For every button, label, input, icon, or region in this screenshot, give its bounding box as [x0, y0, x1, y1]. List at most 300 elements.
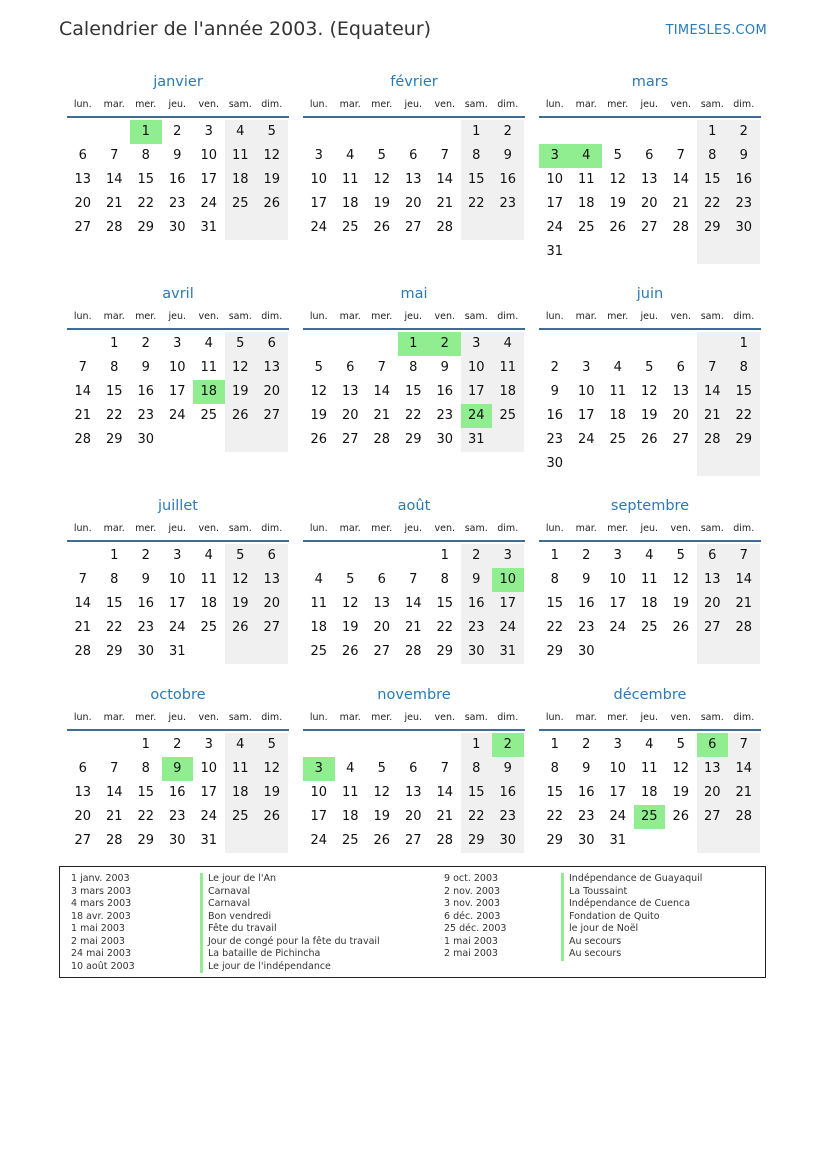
empty-cell: [665, 829, 697, 853]
day-cell: 6: [346, 360, 355, 375]
empty-cell: [571, 452, 603, 476]
weekday-label: dim.: [733, 311, 755, 322]
month-name: avril: [162, 286, 194, 302]
empty-cell: [697, 640, 729, 664]
day-cell: 2: [173, 124, 182, 139]
day-cell: 4: [204, 336, 213, 351]
day-cell: 14: [436, 172, 454, 187]
day-grid: [67, 544, 289, 664]
day-cell: 18: [341, 809, 359, 824]
weekday-label: ven.: [434, 712, 455, 723]
day-cell: 8: [110, 572, 119, 587]
day-cell: 6: [256, 544, 288, 568]
day-cell: 28: [436, 220, 454, 235]
empty-cell: [67, 332, 99, 356]
empty-cell: [665, 452, 697, 476]
day-cell: 21: [436, 809, 454, 824]
day-cell: 1: [461, 120, 493, 144]
day-cell: 12: [256, 144, 288, 168]
empty-cell: [665, 332, 697, 356]
day-grid: [539, 733, 761, 853]
day-cell: 20: [404, 809, 422, 824]
weekday-label: dim.: [497, 712, 519, 723]
day-cell: 3: [314, 148, 323, 163]
weekday-label: mar.: [339, 712, 361, 723]
weekday-label: mer.: [135, 523, 157, 534]
day-cell: 15: [461, 168, 493, 192]
day-cell: 24: [609, 620, 627, 635]
day-cell: 4: [204, 548, 213, 563]
legend-entry: Bon vendredi: [208, 910, 272, 922]
day-cell: 23: [168, 809, 186, 824]
day-cell: 2: [429, 332, 461, 356]
day-cell: 29: [137, 220, 155, 235]
empty-cell: [225, 216, 257, 240]
weekday-label: mar.: [103, 712, 125, 723]
weekday-header: [539, 522, 761, 542]
day-cell: 7: [676, 148, 685, 163]
day-cell: 24: [168, 620, 186, 635]
empty-cell: [634, 829, 666, 853]
day-cell: 17: [168, 596, 186, 611]
weekday-label: jeu.: [404, 712, 423, 723]
weekday-label: jeu.: [640, 311, 659, 322]
day-grid: [67, 120, 289, 240]
day-cell: 31: [492, 640, 524, 664]
weekday-label: dim.: [733, 712, 755, 723]
day-cell: 23: [728, 192, 760, 216]
weekday-label: ven.: [670, 311, 691, 322]
day-cell: 21: [436, 196, 454, 211]
weekday-label: dim.: [497, 523, 519, 534]
day-cell: 25: [640, 620, 658, 635]
day-cell: 7: [110, 761, 119, 776]
empty-cell: [461, 216, 493, 240]
day-cell: 20: [697, 592, 729, 616]
day-cell: 14: [373, 384, 391, 399]
day-cell: 15: [137, 785, 155, 800]
weekday-label: mer.: [371, 99, 393, 110]
empty-cell: [429, 733, 461, 757]
day-cell: 3: [539, 144, 571, 168]
legend-entry: Au secours: [569, 948, 622, 959]
day-cell: 12: [640, 384, 658, 399]
day-cell: 17: [200, 785, 218, 800]
day-cell: 28: [74, 432, 92, 447]
weekday-label: mer.: [371, 712, 393, 723]
empty-cell: [634, 240, 666, 264]
day-cell: 21: [74, 408, 92, 423]
day-cell: 15: [546, 785, 564, 800]
day-cell: 17: [492, 592, 524, 616]
weekday-label: dim.: [497, 311, 519, 322]
day-cell: 14: [697, 380, 729, 404]
legend-entry: 10 août 2003: [71, 960, 135, 972]
day-cell: 6: [645, 148, 654, 163]
weekday-label: lun.: [309, 523, 328, 534]
day-cell: 19: [672, 785, 690, 800]
day-cell: 23: [137, 620, 155, 635]
day-cell: 21: [105, 809, 123, 824]
day-cell: 11: [609, 384, 627, 399]
day-cell: 12: [225, 356, 257, 380]
day-cell: 1: [141, 737, 150, 752]
day-grid: [539, 544, 761, 664]
day-cell: 27: [697, 805, 729, 829]
day-cell: 13: [672, 384, 690, 399]
day-cell: 24: [609, 809, 627, 824]
day-cell: 8: [550, 761, 559, 776]
day-cell: 30: [461, 640, 493, 664]
empty-cell: [225, 640, 257, 664]
day-cell: 10: [492, 568, 524, 592]
weekday-label: jeu.: [168, 311, 187, 322]
legend-entry: 6 déc. 2003: [444, 910, 501, 922]
day-cell: 4: [645, 737, 654, 752]
day-cell: 4: [645, 548, 654, 563]
day-cell: 23: [546, 432, 564, 447]
day-cell: 29: [461, 829, 493, 853]
day-cell: 17: [577, 408, 595, 423]
day-cell: 22: [697, 192, 729, 216]
day-cell: 28: [672, 220, 690, 235]
day-cell: 24: [200, 809, 218, 824]
day-cell: 13: [697, 757, 729, 781]
day-cell: 6: [78, 761, 87, 776]
day-cell: 24: [461, 404, 493, 428]
day-cell: 14: [672, 172, 690, 187]
weekday-header: [539, 98, 761, 118]
month-name: décembre: [613, 687, 687, 703]
day-cell: 12: [373, 172, 391, 187]
day-cell: 26: [672, 809, 690, 824]
empty-cell: [697, 452, 729, 476]
day-cell: 8: [550, 572, 559, 587]
empty-cell: [99, 120, 131, 144]
weekday-label: mer.: [135, 99, 157, 110]
empty-cell: [225, 829, 257, 853]
empty-cell: [335, 332, 367, 356]
page-title: Calendrier de l'année 2003. (Equateur): [59, 18, 432, 40]
empty-cell: [571, 332, 603, 356]
legend-entry: 4 mars 2003: [71, 898, 132, 909]
empty-cell: [366, 332, 398, 356]
empty-cell: [728, 640, 760, 664]
weekday-label: lun.: [545, 523, 564, 534]
empty-cell: [366, 733, 398, 757]
empty-cell: [634, 452, 666, 476]
day-cell: 22: [105, 620, 123, 635]
empty-cell: [634, 332, 666, 356]
weekday-label: mer.: [607, 311, 629, 322]
day-cell: 9: [492, 757, 524, 781]
day-cell: 6: [377, 572, 386, 587]
empty-cell: [225, 428, 257, 452]
legend-entry: 18 avr. 2003: [71, 910, 131, 922]
legend-entry: Carnaval: [208, 885, 251, 897]
weekday-label: jeu.: [640, 712, 659, 723]
weekday-label: sam.: [228, 712, 252, 723]
empty-cell: [634, 640, 666, 664]
day-cell: 18: [193, 380, 225, 404]
empty-cell: [492, 216, 524, 240]
empty-cell: [728, 829, 760, 853]
day-cell: 19: [256, 781, 288, 805]
day-grid: [539, 332, 761, 476]
day-cell: 22: [728, 404, 760, 428]
empty-cell: [728, 240, 760, 264]
day-cell: 28: [697, 428, 729, 452]
day-cell: 27: [404, 220, 422, 235]
day-cell: 24: [546, 220, 564, 235]
day-cell: 22: [137, 196, 155, 211]
day-cell: 22: [461, 192, 493, 216]
day-cell: 19: [373, 196, 391, 211]
day-cell: 12: [310, 384, 328, 399]
day-cell: 9: [582, 572, 591, 587]
day-cell: 29: [137, 833, 155, 848]
day-cell: 27: [640, 220, 658, 235]
day-cell: 27: [373, 644, 391, 659]
empty-cell: [665, 240, 697, 264]
day-cell: 10: [310, 785, 328, 800]
weekday-label: jeu.: [640, 523, 659, 534]
day-cell: 23: [492, 192, 524, 216]
month-5: [303, 284, 525, 452]
weekday-label: mar.: [575, 712, 597, 723]
day-cell: 20: [640, 196, 658, 211]
day-cell: 5: [256, 120, 288, 144]
day-cell: 9: [492, 144, 524, 168]
empty-cell: [665, 640, 697, 664]
weekday-header: [67, 310, 289, 330]
weekday-label: dim.: [261, 99, 283, 110]
day-cell: 15: [404, 384, 422, 399]
day-cell: 6: [256, 332, 288, 356]
day-cell: 25: [200, 620, 218, 635]
weekday-label: mer.: [607, 99, 629, 110]
day-cell: 2: [461, 544, 493, 568]
day-cell: 23: [461, 616, 493, 640]
weekday-label: dim.: [261, 523, 283, 534]
day-cell: 4: [225, 733, 257, 757]
day-cell: 21: [672, 196, 690, 211]
legend-entry: Le jour de l'indépendance: [208, 960, 331, 972]
weekday-header: [67, 522, 289, 542]
day-cell: 16: [492, 168, 524, 192]
day-grid: [539, 120, 761, 264]
day-cell: 3: [173, 548, 182, 563]
day-cell: 10: [168, 360, 186, 375]
day-cell: 9: [162, 757, 194, 781]
day-cell: 11: [640, 572, 658, 587]
day-cell: 2: [582, 737, 591, 752]
month-name: novembre: [377, 687, 451, 703]
weekday-label: ven.: [434, 523, 455, 534]
legend-entry: Au secours: [569, 935, 622, 947]
day-cell: 4: [613, 360, 622, 375]
month-name: juin: [636, 286, 664, 302]
day-cell: 12: [341, 596, 359, 611]
legend-entry: 25 déc. 2003: [444, 923, 507, 934]
day-cell: 26: [256, 192, 288, 216]
day-cell: 2: [492, 120, 524, 144]
legend-entry: 2 mai 2003: [71, 935, 125, 947]
legend-entry: La bataille de Pichincha: [208, 948, 321, 959]
weekday-label: jeu.: [168, 523, 187, 534]
day-cell: 11: [640, 761, 658, 776]
weekday-label: dim.: [733, 523, 755, 534]
day-cell: 31: [609, 833, 627, 848]
day-cell: 5: [676, 548, 685, 563]
day-cell: 18: [341, 196, 359, 211]
weekday-header: [303, 522, 525, 542]
day-cell: 10: [310, 172, 328, 187]
weekday-header: [67, 98, 289, 118]
site-logo-text[interactable]: TIMESLES.COM: [665, 23, 767, 38]
empty-cell: [728, 452, 760, 476]
day-cell: 22: [137, 809, 155, 824]
empty-cell: [697, 332, 729, 356]
day-cell: 21: [728, 592, 760, 616]
day-cell: 2: [492, 733, 524, 757]
day-cell: 26: [341, 644, 359, 659]
weekday-label: mer.: [135, 712, 157, 723]
weekday-label: mer.: [607, 712, 629, 723]
weekday-label: sam.: [228, 311, 252, 322]
day-cell: 7: [78, 572, 87, 587]
day-cell: 20: [74, 809, 92, 824]
weekday-label: mar.: [339, 523, 361, 534]
day-cell: 25: [225, 192, 257, 216]
day-cell: 19: [341, 620, 359, 635]
weekday-label: sam.: [464, 99, 488, 110]
month-name: février: [390, 74, 438, 90]
day-cell: 19: [310, 408, 328, 423]
day-cell: 5: [314, 360, 323, 375]
day-cell: 4: [346, 761, 355, 776]
day-cell: 20: [373, 620, 391, 635]
day-cell: 19: [672, 596, 690, 611]
day-cell: 27: [672, 432, 690, 447]
day-cell: 26: [225, 616, 257, 640]
day-cell: 14: [404, 596, 422, 611]
day-cell: 31: [461, 428, 493, 452]
day-cell: 21: [728, 781, 760, 805]
empty-cell: [571, 120, 603, 144]
day-cell: 1: [550, 548, 559, 563]
day-cell: 31: [200, 833, 218, 848]
month-name: janvier: [153, 74, 203, 90]
day-cell: 16: [137, 596, 155, 611]
day-cell: 7: [697, 356, 729, 380]
day-cell: 16: [577, 785, 595, 800]
weekday-label: lun.: [73, 99, 92, 110]
day-cell: 13: [256, 568, 288, 592]
day-cell: 5: [225, 544, 257, 568]
day-grid: [67, 332, 289, 452]
day-cell: 13: [373, 596, 391, 611]
day-cell: 11: [341, 785, 359, 800]
month-10: [67, 685, 289, 853]
weekday-label: lun.: [545, 311, 564, 322]
weekday-label: ven.: [670, 523, 691, 534]
day-cell: 22: [546, 809, 564, 824]
legend-entry: 3 nov. 2003: [444, 898, 500, 909]
weekday-label: ven.: [670, 712, 691, 723]
day-cell: 9: [728, 144, 760, 168]
month-11: [303, 685, 525, 853]
day-cell: 30: [546, 456, 564, 471]
empty-cell: [162, 428, 194, 452]
day-cell: 28: [436, 833, 454, 848]
day-cell: 15: [728, 380, 760, 404]
month-name: mai: [400, 286, 428, 302]
day-cell: 29: [697, 216, 729, 240]
day-cell: 9: [461, 568, 493, 592]
month-name: mars: [631, 74, 669, 90]
legend-entry: 1 mai 2003: [444, 935, 498, 947]
weekday-label: sam.: [228, 523, 252, 534]
day-cell: 17: [461, 380, 493, 404]
weekday-label: mar.: [339, 311, 361, 322]
day-cell: 3: [582, 360, 591, 375]
day-cell: 9: [550, 384, 559, 399]
day-cell: 24: [310, 833, 328, 848]
day-cell: 20: [74, 196, 92, 211]
day-cell: 16: [461, 592, 493, 616]
day-cell: 18: [200, 596, 218, 611]
legend-entry: Carnaval: [208, 898, 251, 909]
day-cell: 16: [546, 408, 564, 423]
day-cell: 24: [310, 220, 328, 235]
day-cell: 26: [373, 220, 391, 235]
weekday-header: [67, 711, 289, 731]
empty-cell: [366, 120, 398, 144]
month-3: [539, 72, 761, 264]
month-4: [67, 284, 289, 452]
day-cell: 9: [141, 572, 150, 587]
day-cell: 7: [440, 761, 449, 776]
day-cell: 14: [436, 785, 454, 800]
empty-cell: [67, 733, 99, 757]
day-cell: 25: [341, 220, 359, 235]
day-cell: 4: [225, 120, 257, 144]
day-cell: 5: [256, 733, 288, 757]
empty-cell: [398, 544, 430, 568]
empty-cell: [193, 640, 225, 664]
day-cell: 10: [461, 356, 493, 380]
weekday-label: jeu.: [168, 99, 187, 110]
day-cell: 27: [256, 616, 288, 640]
weekday-label: mar.: [575, 99, 597, 110]
day-cell: 7: [110, 148, 119, 163]
day-cell: 19: [225, 592, 257, 616]
day-cell: 14: [728, 757, 760, 781]
legend-names-left: [200, 873, 380, 973]
day-cell: 6: [409, 148, 418, 163]
day-cell: 29: [404, 432, 422, 447]
empty-cell: [571, 240, 603, 264]
weekday-label: dim.: [261, 712, 283, 723]
weekday-label: ven.: [434, 99, 455, 110]
weekday-label: jeu.: [168, 712, 187, 723]
day-cell: 1: [440, 548, 449, 563]
day-cell: 1: [461, 733, 493, 757]
legend-dates-right: [444, 873, 506, 961]
day-cell: 31: [546, 244, 564, 259]
weekday-label: mar.: [575, 523, 597, 534]
